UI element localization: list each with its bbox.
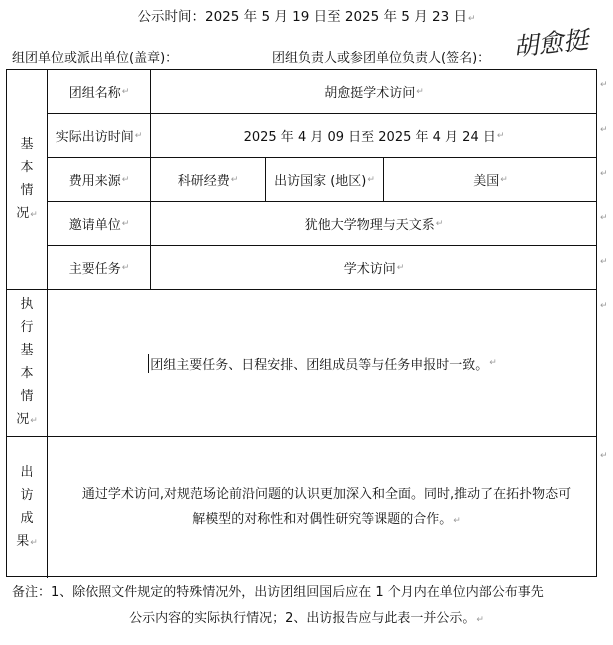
paragraph-mark-icon: ↵ bbox=[230, 174, 239, 185]
fund-source-label: 费用来源 ↵ bbox=[68, 174, 130, 189]
execution-text: 团组主要任务、日程安排、团组成员等与任务申报时一致。 ↵ bbox=[48, 290, 597, 436]
paragraph-mark-icon: ↵ bbox=[121, 174, 130, 185]
country-value: 美国 ↵ bbox=[473, 174, 508, 189]
main-task-value: 学术访问 ↵ bbox=[343, 262, 405, 277]
group-name-label: 团组名称 ↵ bbox=[68, 86, 130, 101]
paragraph-mark-icon: ↵ bbox=[121, 262, 130, 273]
report-table bbox=[6, 69, 608, 577]
paragraph-mark-icon: ↵ bbox=[453, 515, 461, 526]
footer-note: 备注：1、除依照文件规定的特殊情况外，出访团组回国后应在 1 个月内在单位内部公布事先 公示内容的实际执行情况；2、出访报告应与此表一并公示。↵ bbox=[12, 585, 544, 626]
paragraph-mark-icon: ↵ bbox=[416, 86, 424, 97]
paragraph-mark-icon: ↵ bbox=[367, 174, 375, 185]
row-end-mark-icon: ↵ bbox=[600, 301, 608, 311]
paragraph-mark-icon: ↵ bbox=[30, 416, 38, 426]
paragraph-mark-icon: ↵ bbox=[500, 174, 508, 185]
row-end-mark-icon: ↵ bbox=[600, 213, 608, 223]
paragraph-mark-icon: ↵ bbox=[121, 218, 130, 229]
unit-label: 组团单位或派出单位(盖章)： bbox=[12, 51, 179, 66]
paragraph-mark-icon: ↵ bbox=[496, 130, 505, 141]
fund-source-value: 科研经费 ↵ bbox=[177, 174, 239, 189]
row-end-mark-icon: ↵ bbox=[600, 257, 608, 267]
result-text: 通过学术访问,对规范场论前沿问题的认识更加深入和全面。同时,推动了在拓扑物态可 解模型的对称性和对偶性研究等课题的合作。↵ bbox=[81, 486, 572, 527]
visit-time-value: 2025 年 4 月 09 日至 2025 年 4 月 24 日 ↵ bbox=[243, 130, 505, 145]
notice-time: 公示时间：2025 年 5 月 19 日至 2025 年 5 月 23 日↵ bbox=[137, 9, 476, 25]
inviter-label: 邀请单位 ↵ bbox=[68, 218, 130, 233]
paragraph-mark-icon: ↵ bbox=[30, 209, 38, 220]
row-end-mark-icon: ↵ bbox=[600, 125, 608, 135]
result-section-title: 出 访 成 果↵ bbox=[16, 464, 38, 549]
row-end-mark-icon: ↵ bbox=[600, 169, 608, 179]
paragraph-mark-icon: ↵ bbox=[467, 14, 476, 24]
group-name-value: 胡愈挺学术访问 ↵ bbox=[324, 86, 424, 101]
paragraph-mark-icon: ↵ bbox=[30, 537, 38, 548]
country-label: 出访国家 (地区) ↵ bbox=[274, 174, 375, 189]
handwritten-signature: 胡愈挺 bbox=[511, 25, 590, 62]
row-end-mark-icon: ↵ bbox=[600, 451, 608, 461]
visit-time-label: 实际出访时间 ↵ bbox=[55, 130, 143, 145]
leader-label: 团组负责人或参团单位负责人(签名)： bbox=[272, 51, 491, 66]
paragraph-mark-icon: ↵ bbox=[476, 615, 484, 625]
paragraph-mark-icon: ↵ bbox=[134, 130, 143, 141]
paragraph-mark-icon: ↵ bbox=[396, 262, 405, 273]
paragraph-mark-icon: ↵ bbox=[121, 86, 130, 97]
inviter-value: 犹他大学物理与天文系 ↵ bbox=[304, 218, 444, 233]
basic-section-title: 基 本 情 况↵ bbox=[16, 136, 38, 221]
execution-section-title: 执 行 基 本 情 况↵ bbox=[16, 297, 38, 427]
row-end-mark-icon: ↵ bbox=[600, 80, 608, 90]
paragraph-mark-icon: ↵ bbox=[489, 358, 497, 368]
main-task-label: 主要任务 ↵ bbox=[68, 262, 130, 277]
paragraph-mark-icon: ↵ bbox=[435, 218, 444, 229]
